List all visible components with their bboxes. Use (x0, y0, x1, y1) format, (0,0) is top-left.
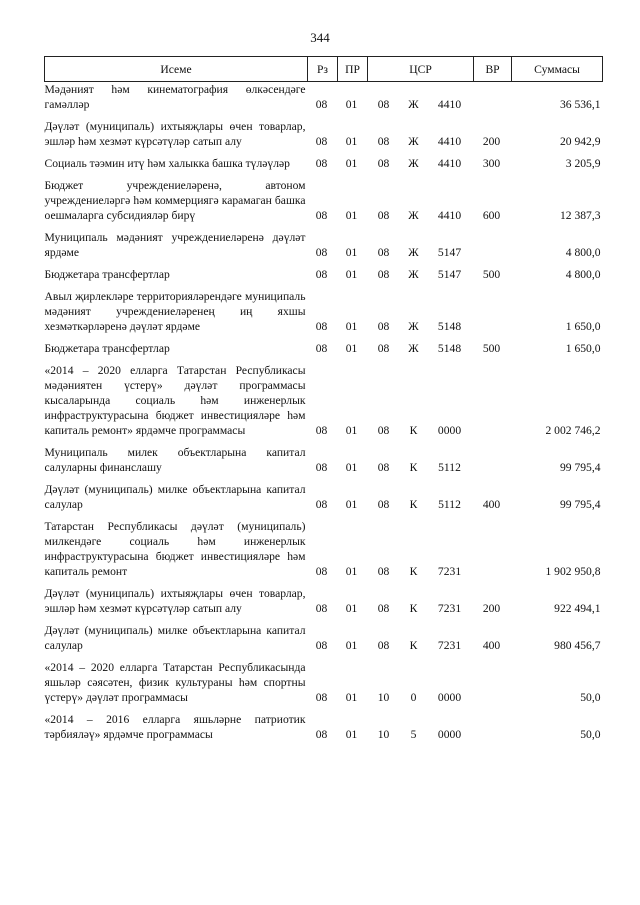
row-csr-part2: Ж (408, 342, 419, 355)
row-csr-part2: 5 (410, 728, 417, 741)
row-csr-part1: 10 (377, 728, 390, 741)
row-csr-part1: 08 (377, 342, 390, 355)
row-csr-part3: 4410 (437, 157, 462, 170)
row-vr: 500 (482, 342, 501, 355)
row-sum: 4 800,0 (565, 246, 601, 259)
row-pr: 01 (345, 728, 358, 741)
row-vr: 200 (482, 602, 501, 615)
row-pr: 01 (345, 498, 358, 511)
row-vr (474, 519, 512, 579)
row-name: Дәүләт (муниципаль) милке объектларына капитал салулар (44, 483, 306, 511)
header-vr: ВР (474, 57, 512, 82)
row-sum: 36 536,1 (559, 98, 601, 111)
row-csr-part3: 7231 (437, 639, 462, 652)
table-row (45, 445, 603, 475)
row-vr: 600 (482, 209, 501, 222)
row-pr: 01 (345, 565, 358, 578)
header-pr: ПР (338, 57, 368, 82)
row-csr-part3: 5112 (438, 498, 461, 511)
row-csr-part2: Ж (408, 135, 419, 148)
row-csr-part1: 08 (377, 461, 390, 474)
row-rz: 08 (315, 320, 328, 333)
row-spacer (45, 653, 603, 660)
row-spacer-cell (45, 512, 603, 519)
row-rz: 08 (315, 728, 328, 741)
row-pr: 01 (345, 602, 358, 615)
header-sum: Суммасы (512, 57, 603, 82)
table-row (45, 82, 603, 113)
row-rz: 08 (315, 461, 328, 474)
row-pr: 01 (345, 157, 358, 170)
row-csr-part3: 5147 (437, 268, 462, 281)
row-csr-part2: Ж (408, 268, 419, 281)
row-csr-part2: Ж (408, 320, 419, 333)
row-spacer-cell (45, 149, 603, 156)
page-number: 344 (310, 30, 330, 45)
row-spacer-cell (45, 579, 603, 586)
table-header (45, 57, 603, 82)
row-sum: 50,0 (580, 728, 601, 741)
row-csr-part3: 4410 (437, 135, 462, 148)
row-name: «2014 – 2020 елларга Татарстан Республикасында яшьләр сәясәтен, физик культураны һәм спортны үстерү» дәүләт программасы (44, 661, 306, 704)
row-sum: 99 795,4 (559, 498, 601, 511)
row-spacer (45, 616, 603, 623)
row-pr: 01 (345, 424, 358, 437)
row-spacer (45, 579, 603, 586)
row-spacer (45, 334, 603, 341)
row-rz: 08 (315, 209, 328, 222)
row-vr (474, 289, 512, 334)
row-csr-part2: К (409, 461, 418, 474)
row-spacer-cell (45, 705, 603, 712)
row-rz: 08 (315, 602, 328, 615)
table-row (45, 178, 603, 223)
row-vr (474, 82, 512, 113)
row-rz: 08 (315, 342, 328, 355)
row-name: Бюджетара трансфертлар (44, 342, 170, 355)
row-name: Дәүләт (муниципаль) ихтыяҗлары өчен товарлар, эшләр һәм хезмәт күрсәтүләр сатып алу (44, 120, 306, 148)
row-name: Муниципаль милек объектларына капитал салуларны финанслашу (44, 446, 306, 474)
row-vr: 500 (482, 268, 501, 281)
row-csr-part1: 08 (377, 639, 390, 652)
row-rz: 08 (315, 268, 328, 281)
row-spacer (45, 705, 603, 712)
row-csr-part1: 08 (377, 135, 390, 148)
row-name: Дәүләт (муниципаль) ихтыяҗлары өчен товарлар, эшләр һәм хезмәт күрсәтүләр сатып алу (44, 587, 306, 615)
header-csr: ЦСР (368, 57, 474, 82)
row-spacer-cell (45, 112, 603, 119)
row-name: Дәүләт (муниципаль) милке объектларына капитал салулар (44, 624, 306, 652)
row-name: Авыл җирлекләре территорияләрендәге муниципаль мәдәният учреждениеләренең иң яхшы хезмәткәрләренә дәүләт ярдәме (44, 290, 306, 333)
row-rz: 08 (315, 135, 328, 148)
row-csr-part3: 0000 (437, 728, 462, 741)
table-row (45, 660, 603, 705)
row-vr: 400 (482, 498, 501, 511)
header-name: Исеме (45, 57, 308, 82)
row-vr: 300 (482, 157, 501, 170)
row-rz: 08 (315, 565, 328, 578)
row-sum: 50,0 (580, 691, 601, 704)
row-spacer (45, 149, 603, 156)
row-sum: 12 387,3 (559, 209, 601, 222)
row-sum: 980 456,7 (554, 639, 601, 652)
row-pr: 01 (345, 320, 358, 333)
table-row (45, 341, 603, 356)
row-name: Социаль тәэмин итү һәм халыкка башка түләүләр (44, 157, 290, 170)
row-spacer-cell (45, 616, 603, 623)
row-csr-part1: 08 (377, 498, 390, 511)
row-csr-part2: 0 (410, 691, 417, 704)
table-row (45, 623, 603, 653)
row-spacer (45, 512, 603, 519)
row-sum: 3 205,9 (565, 157, 601, 170)
row-sum: 1 650,0 (565, 342, 601, 355)
row-vr (474, 230, 512, 260)
table-row (45, 119, 603, 149)
row-csr-part3: 5148 (437, 342, 462, 355)
row-csr-part1: 08 (377, 268, 390, 281)
row-sum: 20 942,9 (559, 135, 601, 148)
row-csr-part1: 08 (377, 320, 390, 333)
row-name: Бюджет учреждениеләренә, автоном учреждениеләргә һәм коммерциягә карамаган башка оешмаларга субсидияләр бирү (44, 179, 306, 222)
row-spacer-cell (45, 334, 603, 341)
row-spacer (45, 112, 603, 119)
row-spacer-cell (45, 653, 603, 660)
row-csr-part3: 5148 (437, 320, 462, 333)
row-rz: 08 (315, 246, 328, 259)
row-csr-part3: 5112 (438, 461, 461, 474)
row-pr: 01 (345, 209, 358, 222)
row-csr-part1: 10 (377, 691, 390, 704)
row-spacer (45, 223, 603, 230)
budget-table (44, 56, 603, 742)
row-name: «2014 – 2020 елларга Татарстан Республикасы мәдәниятен үстерү» дәүләт программасы кысаларында социаль һәм инженерлык инфраструктурасына бюджет инвестицияләре һәм капиталь ремонт» ярдәмче программасы (44, 364, 306, 437)
row-csr-part1: 08 (377, 157, 390, 170)
row-csr-part3: 4410 (437, 209, 462, 222)
table-row (45, 156, 603, 171)
row-csr-part1: 08 (377, 246, 390, 259)
row-spacer-cell (45, 475, 603, 482)
row-sum: 1 650,0 (565, 320, 601, 333)
table-row (45, 482, 603, 512)
row-csr-part3: 7231 (437, 602, 462, 615)
row-pr: 01 (345, 461, 358, 474)
row-csr-part2: К (409, 602, 418, 615)
row-csr-part2: Ж (408, 98, 419, 111)
row-spacer-cell (45, 171, 603, 178)
row-vr (474, 712, 512, 742)
row-vr: 400 (482, 639, 501, 652)
row-rz: 08 (315, 98, 328, 111)
row-csr-part2: Ж (408, 209, 419, 222)
table-body (45, 82, 603, 743)
row-pr: 01 (345, 342, 358, 355)
row-csr-part1: 08 (377, 424, 390, 437)
row-csr-part1: 08 (377, 98, 390, 111)
row-rz: 08 (315, 639, 328, 652)
row-spacer (45, 475, 603, 482)
row-csr-part2: Ж (408, 246, 419, 259)
row-rz: 08 (315, 157, 328, 170)
row-rz: 08 (315, 691, 328, 704)
row-name: «2014 – 2016 елларга яшьләрне патриотик тәрбияләү» ярдәмче программасы (44, 713, 306, 741)
row-csr-part2: К (409, 498, 418, 511)
row-rz: 08 (315, 498, 328, 511)
row-pr: 01 (345, 98, 358, 111)
row-spacer (45, 171, 603, 178)
row-csr-part2: К (409, 424, 418, 437)
table-row (45, 519, 603, 579)
row-spacer-cell (45, 223, 603, 230)
row-csr-part2: Ж (408, 157, 419, 170)
row-spacer-cell (45, 282, 603, 289)
row-csr-part1: 08 (377, 209, 390, 222)
row-spacer (45, 438, 603, 445)
row-spacer-cell (45, 356, 603, 363)
row-name: Татарстан Республикасы дәүләт (муниципаль) милкендәге социаль һәм инженерлык инфраструктурасына бюджет инвестицияләре һәм капиталь ремонт (44, 520, 306, 578)
table-row (45, 289, 603, 334)
row-sum: 922 494,1 (554, 602, 601, 615)
row-name: Мәдәният һәм кинематография өлкәсендәге гамәлләр (44, 83, 306, 111)
row-sum: 2 002 746,2 (545, 424, 601, 437)
row-name: Бюджетара трансфертлар (44, 268, 170, 281)
row-vr (474, 445, 512, 475)
table-row (45, 586, 603, 616)
row-csr-part3: 7231 (437, 565, 462, 578)
row-spacer (45, 282, 603, 289)
row-pr: 01 (345, 135, 358, 148)
table-row (45, 267, 603, 282)
row-csr-part2: К (409, 639, 418, 652)
row-csr-part1: 08 (377, 565, 390, 578)
row-spacer (45, 260, 603, 267)
row-name: Муниципаль мәдәният учреждениеләренә дәүләт ярдәме (44, 231, 306, 259)
row-csr-part3: 0000 (437, 424, 462, 437)
row-csr-part1: 08 (377, 602, 390, 615)
row-csr-part3: 5147 (437, 246, 462, 259)
row-vr (474, 660, 512, 705)
row-pr: 01 (345, 268, 358, 281)
row-csr-part2: К (409, 565, 418, 578)
table-row (45, 712, 603, 742)
row-pr: 01 (345, 246, 358, 259)
row-csr-part3: 0000 (437, 691, 462, 704)
row-spacer-cell (45, 438, 603, 445)
row-pr: 01 (345, 691, 358, 704)
row-vr: 200 (482, 135, 501, 148)
row-sum: 4 800,0 (565, 268, 601, 281)
row-pr: 01 (345, 639, 358, 652)
header-rz: Рз (308, 57, 338, 82)
row-spacer (45, 356, 603, 363)
row-sum: 99 795,4 (559, 461, 601, 474)
row-spacer-cell (45, 260, 603, 267)
row-sum: 1 902 950,8 (545, 565, 601, 578)
row-csr-part3: 4410 (437, 98, 462, 111)
table-row (45, 230, 603, 260)
row-rz: 08 (315, 424, 328, 437)
row-vr (474, 363, 512, 438)
table-row (45, 363, 603, 438)
